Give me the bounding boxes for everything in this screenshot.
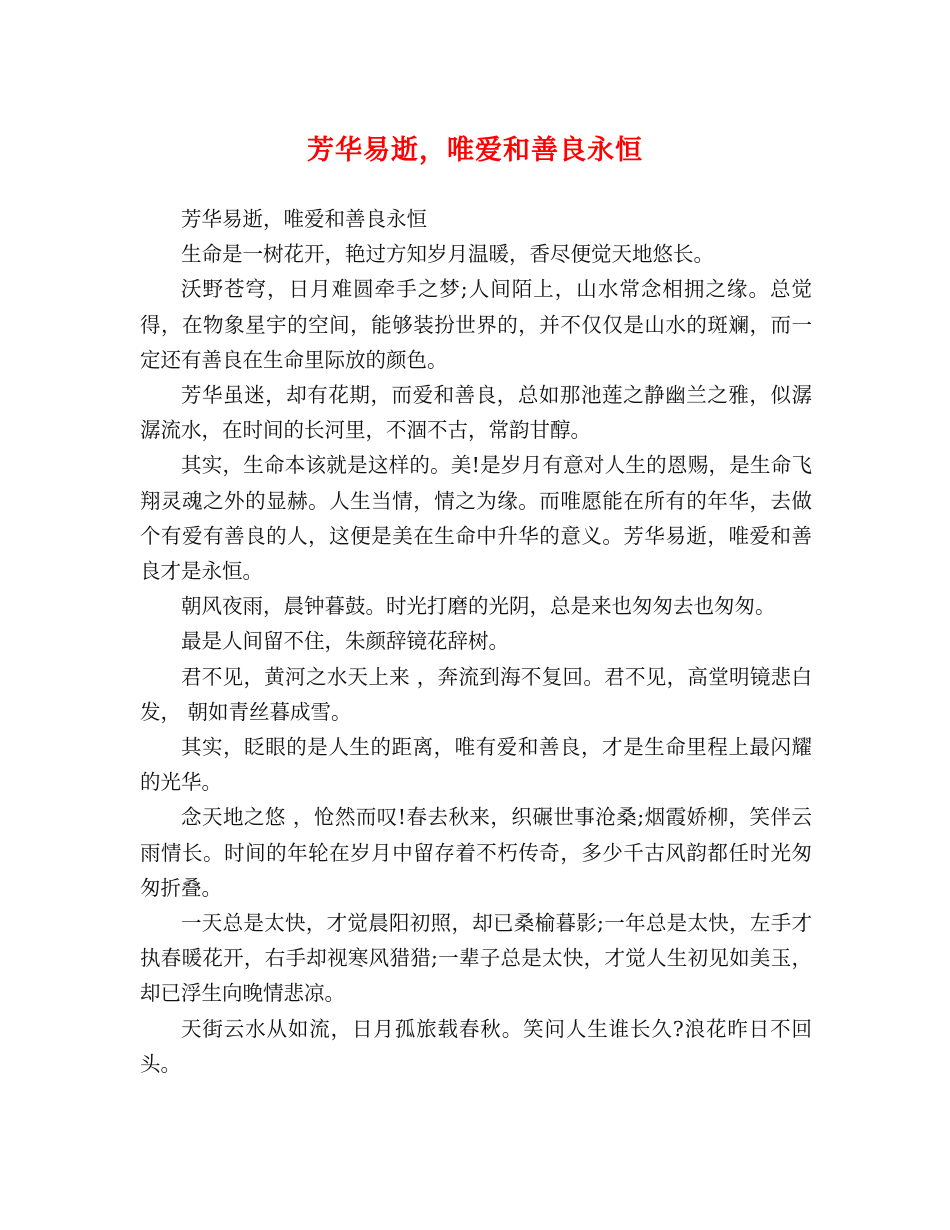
- paragraph: 芳华虽迷，却有花期，而爱和善良，总如那池莲之静幽兰之雅，似潺潺流水，在时间的长河里，不涸不古，常韵甘醇。: [140, 383, 812, 443]
- paragraph: 君不见，黄河之水天上来 ，奔流到海不复回。君不见，高堂明镜悲白发， 朝如青丝暮成雪。: [140, 664, 812, 724]
- paragraph: 芳华易逝，唯爱和善良永恒: [181, 207, 427, 231]
- paragraph: 朝风夜雨，晨钟暮鼓。时光打磨的光阴，总是来也匆匆去也匆匆。: [181, 594, 776, 619]
- paragraph: 一天总是太快，才觉晨阳初照，却已桑榆暮影;一年总是太快，左手才执春暖花开，右手却视寒风猎猎;一辈子总是太快，才觉人生初见如美玉，却已浮生向晚情悲凉。: [140, 911, 812, 1006]
- document-title: 芳华易逝，唯爱和善良永恒: [307, 135, 643, 166]
- document-body: [140, 202, 812, 1082]
- paragraph: 沃野苍穹，日月难圆牵手之梦;人间陌上，山水常念相拥之缘。总觉得，在物象星宇的空间，能够装扮世界的，并不仅仅是山水的斑斓，而一定还有善良在生命里际放的颜色。: [140, 277, 812, 372]
- paragraph: 其实，生命本该就是这样的。美!是岁月有意对人生的恩赐，是生命飞翔灵魂之外的显赫。人生当情，情之为缘。而唯愿能在所有的年华，去做个有爱有善良的人，这便是美在生命中升华的意义。芳华易逝，唯爱和善良才是永恒。: [140, 453, 812, 584]
- paragraph: 其实，眨眼的是人生的距离，唯有爱和善良，才是生命里程上最闪耀的光华。: [140, 735, 812, 795]
- paragraph: 念天地之悠 ，怆然而叹!春去秋来，织碾世事沧桑;烟霞娇柳，笑伴云雨情长。时间的年轮在岁月中留存着不朽传奇，多少千古风韵都任时光匆匆折叠。: [140, 805, 812, 900]
- paragraph: 天街云水从如流，日月孤旅载春秋。笑问人生谁长久?浪花昨日不回头。: [140, 1016, 812, 1076]
- paragraph: 生命是一树花开，艳过方知岁月温暖，香尽便觉天地悠长。: [181, 242, 714, 267]
- paragraph: 最是人间留不住，朱颜辞镜花辞树。: [181, 629, 509, 654]
